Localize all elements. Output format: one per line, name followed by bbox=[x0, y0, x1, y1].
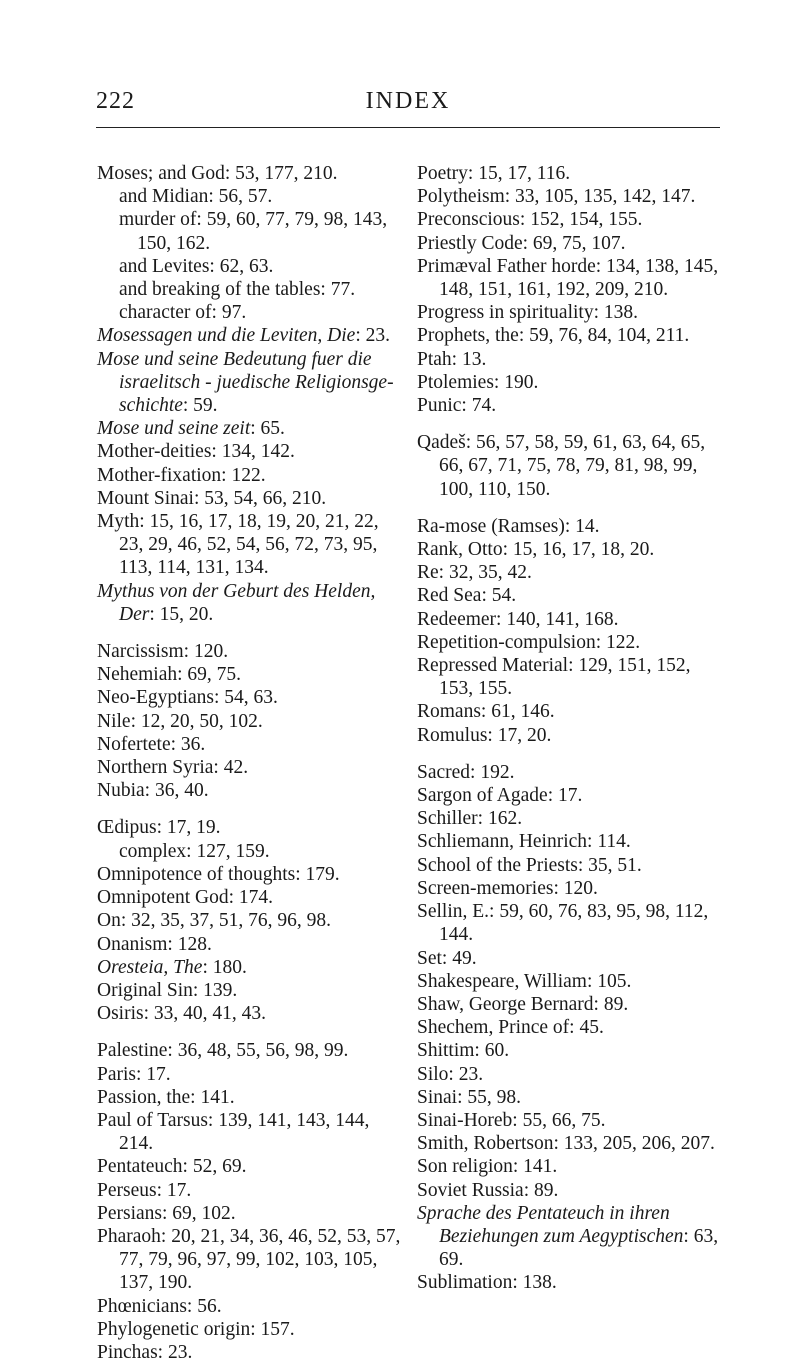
index-entry-pages: : 15, 20. bbox=[149, 603, 214, 625]
index-entry: Myth: 15, 16, 17, 18, 19, 20, 21, 22, 23, 29, 46, 52, 54, 56, 72, 73, 95, 113, 114, 131, 134. bbox=[97, 511, 379, 579]
index-entry: Phœnicians: 56. bbox=[97, 1295, 222, 1317]
index-entry: Pharaoh: 20, 21, 34, 36, 46, 52, 53, 57, 77, 79, 96, 97, 99, 102, 103, 105, 137, 190. bbox=[97, 1225, 401, 1294]
index-subentry: and Levites: 62, 63. bbox=[119, 255, 274, 277]
index-entry: Narcissism: 120. bbox=[97, 641, 229, 663]
index-entry: Shittim: 60. bbox=[417, 1040, 510, 1062]
index-entry: Prophets, the: 59, 76, 84, 104, 211. bbox=[417, 325, 690, 347]
index-entry-pages: : 23. bbox=[355, 325, 390, 347]
index-entry-title: Mose und seine zeit bbox=[97, 418, 251, 440]
index-entry bbox=[97, 417, 407, 440]
index-entry: Rank, Otto: 15, 16, 17, 18, 20. bbox=[417, 539, 655, 561]
index-subentry: and Midian: 56, 57. bbox=[119, 186, 273, 208]
index-entry: Moses; and God: 53, 177, 210. bbox=[97, 163, 338, 184]
index-entry-title: Sprache des Pentateuch in ihren Beziehungen zum Aegyptischen bbox=[417, 1202, 684, 1247]
index-entry-pages: : 59. bbox=[182, 395, 218, 417]
section-gap bbox=[417, 747, 722, 761]
index-entry: Preconscious: 152, 154, 155. bbox=[417, 209, 643, 231]
running-title: INDEX bbox=[365, 88, 451, 114]
index-entry: Sinai-Horeb: 55, 66, 75. bbox=[417, 1109, 606, 1131]
index-entry: Omnipotent God: 174. bbox=[97, 887, 274, 909]
index-entry-title: Mosessagen und die Leviten, Die bbox=[97, 325, 356, 347]
index-entry bbox=[97, 324, 407, 347]
index-entry: Shakespeare, William: 105. bbox=[417, 970, 632, 992]
index-entry: Qadeš: 56, 57, 58, 59, 61, 63, 64, 65, 66, 67, 71, 75, 78, 79, 81, 98, 99, 100, 110, 150. bbox=[417, 432, 706, 500]
index-entry: Nubia: 36, 40. bbox=[97, 780, 209, 802]
index-entry: Nofertete: 36. bbox=[97, 733, 206, 755]
index-entry-pages: : 180. bbox=[202, 956, 247, 978]
section-gap bbox=[417, 417, 722, 431]
index-entry: Mother-deities: 134, 142. bbox=[97, 441, 295, 463]
index-entry: School of the Priests: 35, 51. bbox=[417, 854, 642, 876]
index-entry: Original Sin: 139. bbox=[97, 979, 238, 1001]
index-entry: Pentateuch: 52, 69. bbox=[97, 1156, 247, 1178]
index-entry: Repetition-compulsion: 122. bbox=[417, 631, 641, 653]
index-entry: Mount Sinai: 53, 54, 66, 210. bbox=[97, 487, 327, 509]
index-entry: Osiris: 33, 40, 41, 43. bbox=[97, 1003, 267, 1025]
index-entry: Ptolemies: 190. bbox=[417, 371, 539, 393]
index-entry: Passion, the: 141. bbox=[97, 1086, 235, 1108]
index-entry bbox=[417, 1202, 722, 1272]
index-entry: Sellin, E.: 59, 60, 76, 83, 95, 98, 112, 144. bbox=[417, 901, 709, 946]
index-entry: Shechem, Prince of: 45. bbox=[417, 1017, 604, 1039]
index-column-left bbox=[97, 162, 407, 1364]
index-entry: Paris: 17. bbox=[97, 1063, 171, 1085]
index-entry bbox=[97, 956, 407, 979]
index-entry: Pinchas: 23. bbox=[97, 1341, 193, 1363]
index-entry-title: Oresteia, The bbox=[97, 956, 203, 978]
page-header bbox=[96, 88, 720, 128]
index-entry-pages: : 65. bbox=[250, 418, 285, 440]
index-column-right bbox=[417, 162, 722, 1295]
index-entry: Sacred: 192. bbox=[417, 761, 515, 783]
index-entry: Red Sea: 54. bbox=[417, 585, 517, 607]
section-gap bbox=[97, 1025, 407, 1039]
index-entry: Poetry: 15, 17, 116. bbox=[417, 163, 571, 184]
index-entry bbox=[97, 580, 407, 626]
index-entry: Perseus: 17. bbox=[97, 1179, 192, 1201]
index-entry: Northern Syria: 42. bbox=[97, 757, 249, 779]
page-number: 222 bbox=[96, 88, 135, 114]
index-entry: Re: 32, 35, 42. bbox=[417, 562, 532, 584]
index-entry: Ra-mose (Ramses): 14. bbox=[417, 515, 600, 537]
index-subentry: character of: 97. bbox=[119, 302, 247, 324]
index-entry: Sublimation: 138. bbox=[417, 1272, 557, 1294]
index-entry: Romulus: 17, 20. bbox=[417, 724, 552, 746]
index-entry: Paul of Tarsus: 139, 141, 143, 144, 214. bbox=[97, 1109, 370, 1155]
index-entry: Priestly Code: 69, 75, 107. bbox=[417, 232, 626, 254]
index-entry: Schliemann, Heinrich: 114. bbox=[417, 831, 631, 853]
index-entry: Silo: 23. bbox=[417, 1063, 484, 1085]
index-entry: Palestine: 36, 48, 55, 56, 98, 99. bbox=[97, 1040, 349, 1062]
index-entry: Onanism: 128. bbox=[97, 933, 212, 955]
index-entry: Punic: 74. bbox=[417, 395, 497, 417]
index-entry: Phylogenetic origin: 157. bbox=[97, 1318, 295, 1340]
index-entry: Son religion: 141. bbox=[417, 1156, 558, 1178]
index-entry: On: 32, 35, 37, 51, 76, 96, 98. bbox=[97, 910, 331, 932]
index-entry: Nile: 12, 20, 50, 102. bbox=[97, 710, 263, 732]
index-entry: Screen-memories: 120. bbox=[417, 877, 598, 899]
index-subentry: and breaking of the tables: 77. bbox=[119, 279, 356, 301]
section-gap bbox=[417, 501, 722, 515]
header-rule bbox=[96, 127, 720, 128]
index-entry: Primæval Father horde: 134, 138, 145, 148, 151, 161, 192, 209, 210. bbox=[417, 255, 719, 301]
index-entry: Omnipotence of thoughts: 179. bbox=[97, 863, 340, 885]
index-entry: Repressed Material: 129, 151, 152, 153, 155. bbox=[417, 655, 691, 700]
index-entry: Nehemiah: 69, 75. bbox=[97, 664, 242, 686]
index-entry bbox=[97, 348, 407, 418]
index-entry-title: Mose und seine Bedeutung fuer die israelitsch - juedische Religionsge-schichte bbox=[97, 348, 394, 417]
section-gap bbox=[97, 626, 407, 640]
index-entry-title: Mythus von der Geburt des Helden, Der bbox=[97, 580, 376, 625]
index-entry: Sinai: 55, 98. bbox=[417, 1086, 522, 1108]
index-entry-pages: : 63, 69. bbox=[439, 1225, 719, 1271]
index-entry: Soviet Russia: 89. bbox=[417, 1179, 559, 1201]
index-entry: Set: 49. bbox=[417, 947, 477, 969]
index-entry: Schiller: 162. bbox=[417, 808, 523, 830]
section-gap bbox=[97, 802, 407, 816]
index-entry: Sargon of Agade: 17. bbox=[417, 785, 583, 807]
index-entry: Progress in spirituality: 138. bbox=[417, 302, 638, 324]
index-entry: Ptah: 13. bbox=[417, 348, 487, 370]
index-entry: Polytheism: 33, 105, 135, 142, 147. bbox=[417, 186, 696, 208]
index-entry: Smith, Robertson: 133, 205, 206, 207. bbox=[417, 1133, 715, 1155]
index-entry: Redeemer: 140, 141, 168. bbox=[417, 608, 619, 630]
index-subentry: murder of: 59, 60, 77, 79, 98, 143, 150, 162. bbox=[119, 209, 388, 254]
index-subentry: complex: 127, 159. bbox=[119, 840, 270, 862]
index-entry: Romans: 61, 146. bbox=[417, 701, 555, 723]
index-entry: Mother-fixation: 122. bbox=[97, 464, 266, 486]
index-entry: Persians: 69, 102. bbox=[97, 1202, 236, 1224]
index-entry: Œdipus: 17, 19. bbox=[97, 817, 221, 839]
index-entry: Neo-Egyptians: 54, 63. bbox=[97, 687, 278, 709]
index-entry: Shaw, George Bernard: 89. bbox=[417, 993, 629, 1015]
